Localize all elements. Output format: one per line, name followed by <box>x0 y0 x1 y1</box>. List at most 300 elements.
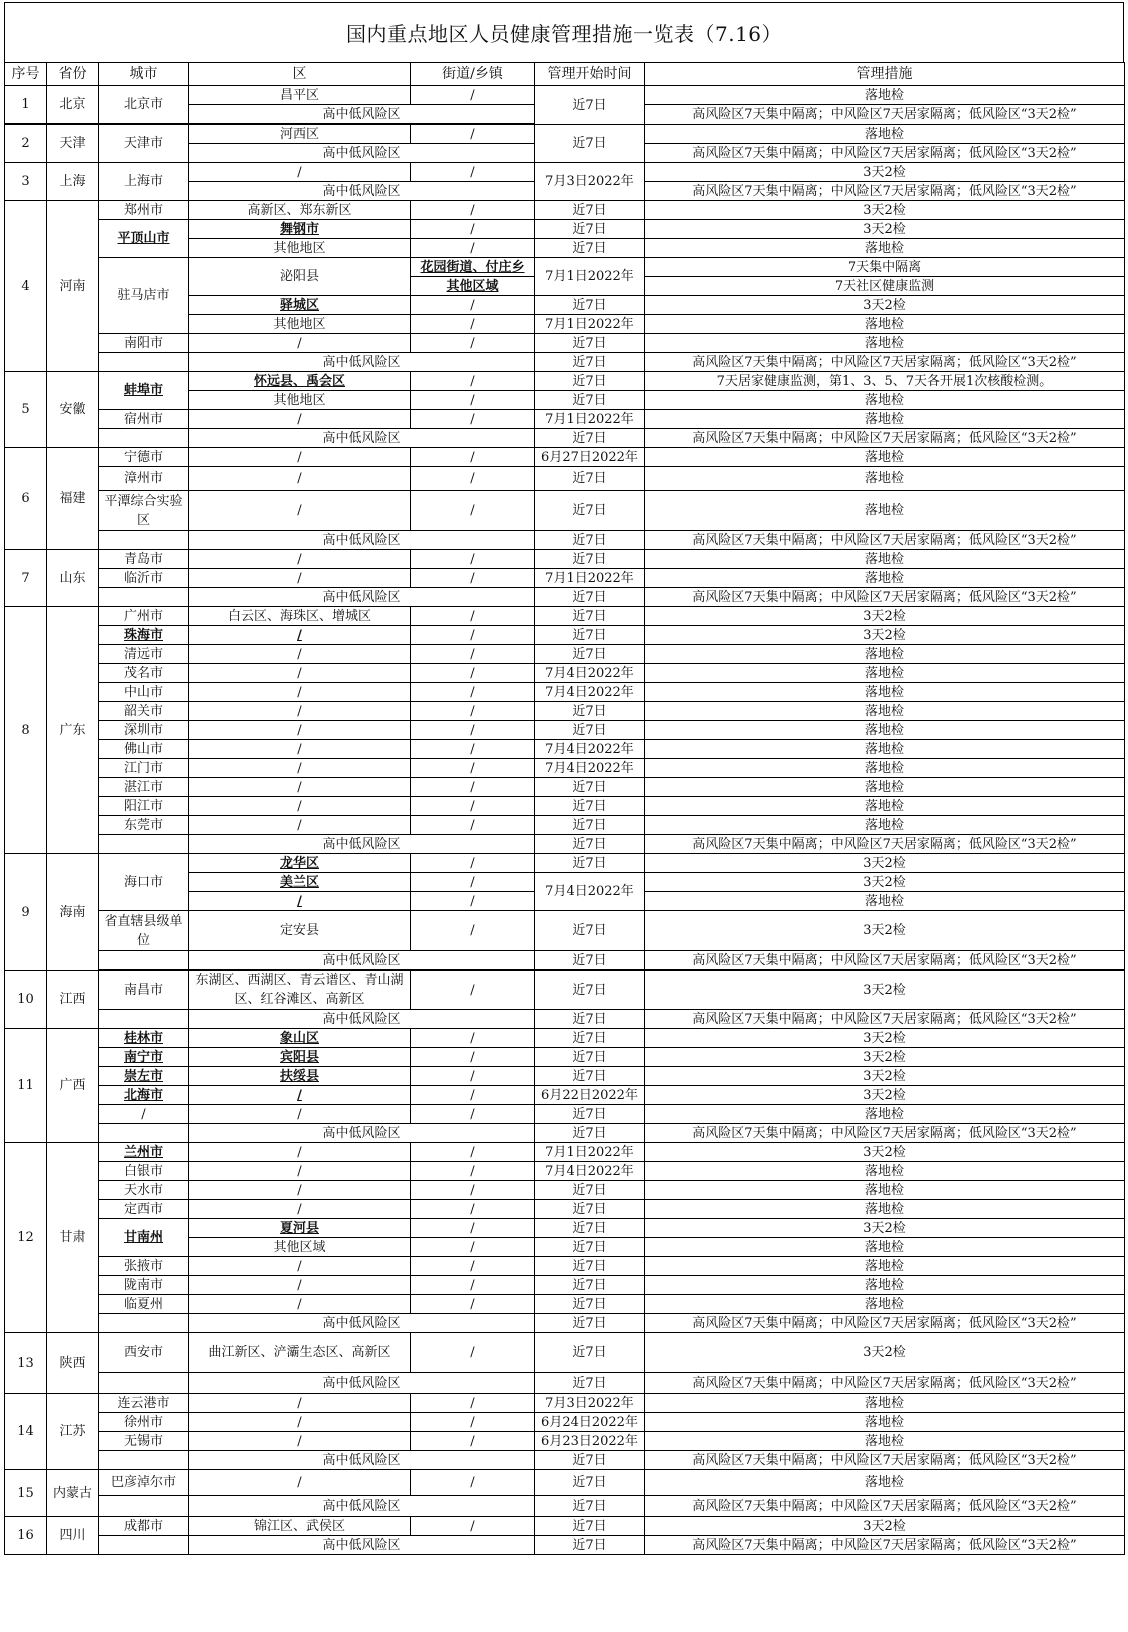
time-cell: 近7日 <box>535 1373 645 1394</box>
city-cell: 驻马店市 <box>99 258 189 334</box>
header-street: 街道/乡镇 <box>411 63 535 86</box>
city-cell: 佛山市 <box>99 740 189 759</box>
header-province: 省份 <box>47 63 99 86</box>
row-no: 8 <box>5 607 47 854</box>
district-cell: / <box>189 1105 411 1124</box>
page-title: 国内重点地区人员健康管理措施一览表（7.16） <box>4 2 1124 62</box>
measure-cell: 落地检 <box>645 1432 1125 1451</box>
time-cell: 7月3日2022年 <box>535 163 645 201</box>
measure-cell: 高风险区7天集中隔离；中风险区7天居家隔离；低风险区“3天2检” <box>645 105 1125 125</box>
time-cell: 近7日 <box>535 1048 645 1067</box>
district-cell: 高中低风险区 <box>189 105 535 124</box>
district-cell: 高中低风险区 <box>189 353 535 372</box>
measure-cell: 3天2检 <box>645 607 1125 626</box>
time-cell: 近7日 <box>535 531 645 550</box>
measure-cell: 落地检 <box>645 683 1125 702</box>
street-cell: / <box>411 239 535 258</box>
city-cell: 茂名市 <box>99 664 189 683</box>
table-row <box>5 607 1125 626</box>
row-no: 15 <box>5 1470 47 1517</box>
district-cell: / <box>189 664 411 683</box>
table-row <box>5 429 1125 448</box>
table-row <box>5 1413 1125 1432</box>
district-cell: / <box>189 1432 411 1451</box>
city-cell <box>99 1314 189 1333</box>
street-cell: / <box>411 626 535 645</box>
measure-cell: 落地检 <box>645 702 1125 721</box>
district-cell: 其他区域 <box>189 1238 411 1257</box>
time-cell: 7月4日2022年 <box>535 1162 645 1181</box>
city-cell: 甘南州 <box>99 1219 189 1257</box>
table-row <box>5 1219 1125 1238</box>
table-row <box>5 702 1125 721</box>
time-cell: 近7日 <box>535 201 645 220</box>
district-cell: / <box>189 1200 411 1219</box>
district-cell: / <box>189 721 411 740</box>
district-cell: 锦江区、武侯区 <box>189 1517 411 1536</box>
street-cell: / <box>411 1162 535 1181</box>
district-cell: 高中低风险区 <box>189 1314 535 1333</box>
table-row <box>5 683 1125 702</box>
table-row <box>5 1536 1125 1555</box>
city-cell: 湛江市 <box>99 778 189 797</box>
district-cell: / <box>189 816 411 835</box>
table-row <box>5 1496 1125 1517</box>
district-cell: 白云区、海珠区、增城区 <box>189 607 411 626</box>
measure-cell: 落地检 <box>645 569 1125 588</box>
street-cell: / <box>411 1394 535 1413</box>
measure-cell: 落地检 <box>645 86 1125 105</box>
city-cell <box>99 1496 189 1517</box>
street-cell: / <box>411 607 535 626</box>
city-cell: 韶关市 <box>99 702 189 721</box>
city-cell: 巴彦淖尔市 <box>99 1470 189 1496</box>
time-cell: 7月4日2022年 <box>535 873 645 911</box>
street-cell: / <box>411 683 535 702</box>
time-cell: 近7日 <box>535 1276 645 1295</box>
district-cell: 高中低风险区 <box>189 835 535 854</box>
header-measure: 管理措施 <box>645 63 1125 86</box>
street-cell: / <box>411 892 535 911</box>
time-cell: 近7日 <box>535 1105 645 1124</box>
street-cell: / <box>411 911 535 951</box>
city-cell: 平顶山市 <box>99 220 189 258</box>
time-cell: 近7日 <box>535 1536 645 1555</box>
street-cell: / <box>411 491 535 531</box>
district-cell: / <box>189 702 411 721</box>
district-cell: 龙华区 <box>189 854 411 873</box>
city-cell <box>99 353 189 372</box>
time-cell: 6月27日2022年 <box>535 448 645 467</box>
row-no: 10 <box>5 971 47 1029</box>
city-cell: 珠海市 <box>99 626 189 645</box>
district-cell: 高中低风险区 <box>189 1536 535 1555</box>
table-row <box>5 1010 1125 1029</box>
table-header-row <box>5 63 1125 86</box>
district-cell: / <box>189 1276 411 1295</box>
street-cell: / <box>411 1257 535 1276</box>
district-cell: 高中低风险区 <box>189 951 535 970</box>
district-cell: 宾阳县 <box>189 1048 411 1067</box>
city-cell: 西安市 <box>99 1333 189 1373</box>
measure-cell: 落地检 <box>645 239 1125 258</box>
table-row <box>5 531 1125 550</box>
time-cell: 7月1日2022年 <box>535 410 645 429</box>
measure-cell: 高风险区7天集中隔离；中风险区7天居家隔离；低风险区“3天2检” <box>645 835 1125 854</box>
time-cell: 近7日 <box>535 1517 645 1536</box>
street-cell: / <box>411 778 535 797</box>
district-cell: 高中低风险区 <box>189 1124 535 1143</box>
table-row <box>5 220 1125 239</box>
row-no: 9 <box>5 854 47 971</box>
city-cell: 天津市 <box>99 125 189 163</box>
street-cell: / <box>411 1105 535 1124</box>
row-no: 13 <box>5 1333 47 1394</box>
measure-cell: 落地检 <box>645 125 1125 144</box>
province-cell: 北京 <box>47 86 99 124</box>
street-cell: / <box>411 569 535 588</box>
table-row <box>5 797 1125 816</box>
district-cell: / <box>189 550 411 569</box>
city-cell: 南宁市 <box>99 1048 189 1067</box>
measure-cell: 落地检 <box>645 410 1125 429</box>
measure-cell: 落地检 <box>645 1470 1125 1496</box>
district-cell: 高中低风险区 <box>189 531 535 550</box>
district-cell: 高中低风险区 <box>189 1010 535 1029</box>
table-row <box>5 721 1125 740</box>
street-cell: / <box>411 125 535 144</box>
district-cell: / <box>189 740 411 759</box>
measure-cell: 7天社区健康监测 <box>645 277 1125 296</box>
table-row <box>5 626 1125 645</box>
table-row <box>5 588 1125 607</box>
street-cell: / <box>411 1143 535 1162</box>
measure-cell: 3天2检 <box>645 1048 1125 1067</box>
measure-cell: 高风险区7天集中隔离；中风险区7天居家隔离；低风险区“3天2检” <box>645 1124 1125 1143</box>
measure-cell: 落地检 <box>645 1394 1125 1413</box>
table-row <box>5 448 1125 467</box>
city-cell: 兰州市 <box>99 1143 189 1162</box>
time-cell: 近7日 <box>535 1067 645 1086</box>
city-cell: 漳州市 <box>99 467 189 491</box>
measure-cell: 落地检 <box>645 1200 1125 1219</box>
city-cell <box>99 1451 189 1470</box>
city-cell: 宿州市 <box>99 410 189 429</box>
city-cell: 东莞市 <box>99 816 189 835</box>
measure-cell: 落地检 <box>645 1276 1125 1295</box>
table-row <box>5 1295 1125 1314</box>
measure-cell: 3天2检 <box>645 911 1125 951</box>
street-cell: / <box>411 1219 535 1238</box>
measure-cell: 3天2检 <box>645 1086 1125 1105</box>
measure-cell: 落地检 <box>645 797 1125 816</box>
table-row <box>5 1105 1125 1124</box>
header-city: 城市 <box>99 63 189 86</box>
district-cell: 河西区 <box>189 125 411 144</box>
city-cell: 临沂市 <box>99 569 189 588</box>
street-cell: / <box>411 448 535 467</box>
city-cell: 张掖市 <box>99 1257 189 1276</box>
measure-cell: 落地检 <box>645 391 1125 410</box>
province-cell: 广东 <box>47 607 99 854</box>
street-cell: / <box>411 1333 535 1373</box>
measure-cell: 3天2检 <box>645 873 1125 892</box>
row-no: 3 <box>5 163 47 201</box>
row-no: 14 <box>5 1394 47 1470</box>
city-cell: 阳江市 <box>99 797 189 816</box>
time-cell: 近7日 <box>535 1295 645 1314</box>
street-cell: / <box>411 391 535 410</box>
table-row <box>5 911 1125 951</box>
district-cell: 高中低风险区 <box>189 588 535 607</box>
measure-cell: 3天2检 <box>645 201 1125 220</box>
province-cell: 福建 <box>47 448 99 550</box>
measure-cell: 落地检 <box>645 816 1125 835</box>
district-cell: 高中低风险区 <box>189 182 535 201</box>
table-row <box>5 854 1125 873</box>
table-row <box>5 1257 1125 1276</box>
street-cell: / <box>411 1200 535 1219</box>
measure-cell: 高风险区7天集中隔离；中风险区7天居家隔离；低风险区“3天2检” <box>645 1451 1125 1470</box>
measure-cell: 高风险区7天集中隔离；中风险区7天居家隔离；低风险区“3天2检” <box>645 353 1125 372</box>
time-cell: 7月3日2022年 <box>535 1394 645 1413</box>
street-cell: / <box>411 315 535 334</box>
city-cell: 省直辖县级单位 <box>99 911 189 951</box>
street-cell: / <box>411 645 535 664</box>
measure-cell: 高风险区7天集中隔离；中风险区7天居家隔离；低风险区“3天2检” <box>645 429 1125 448</box>
row-no: 6 <box>5 448 47 550</box>
measure-cell: 3天2检 <box>645 1029 1125 1048</box>
district-cell: / <box>189 1394 411 1413</box>
time-cell: 近7日 <box>535 971 645 1010</box>
measure-cell: 落地检 <box>645 467 1125 491</box>
street-cell: / <box>411 740 535 759</box>
time-cell: 近7日 <box>535 125 645 163</box>
table-row <box>5 86 1125 105</box>
street-cell: / <box>411 296 535 315</box>
district-cell: 定安县 <box>189 911 411 951</box>
table-row <box>5 740 1125 759</box>
table-row <box>5 816 1125 835</box>
district-cell: 高新区、郑东新区 <box>189 201 411 220</box>
province-cell: 上海 <box>47 163 99 201</box>
district-cell: 扶绥县 <box>189 1067 411 1086</box>
measure-cell: 3天2检 <box>645 1143 1125 1162</box>
time-cell: 近7日 <box>535 491 645 531</box>
city-cell <box>99 1373 189 1394</box>
city-cell <box>99 1536 189 1555</box>
measure-cell: 落地检 <box>645 1295 1125 1314</box>
measure-cell: 3天2检 <box>645 1219 1125 1238</box>
district-cell: / <box>189 1257 411 1276</box>
city-cell: 南昌市 <box>99 971 189 1010</box>
table-row <box>5 1276 1125 1295</box>
district-cell: / <box>189 892 411 911</box>
time-cell: 近7日 <box>535 911 645 951</box>
province-cell: 河南 <box>47 201 99 372</box>
district-cell: 高中低风险区 <box>189 144 535 163</box>
header-no: 序号 <box>5 63 47 86</box>
street-cell: / <box>411 721 535 740</box>
measure-cell: 3天2检 <box>645 296 1125 315</box>
table-row <box>5 258 1125 277</box>
time-cell: 近7日 <box>535 334 645 353</box>
row-no: 16 <box>5 1517 47 1555</box>
table-row <box>5 759 1125 778</box>
district-cell: 高中低风险区 <box>189 1496 535 1517</box>
measure-cell: 落地检 <box>645 759 1125 778</box>
district-cell: / <box>189 645 411 664</box>
measure-cell: 高风险区7天集中隔离；中风险区7天居家隔离；低风险区“3天2检” <box>645 1536 1125 1555</box>
table-row <box>5 1373 1125 1394</box>
street-cell: / <box>411 854 535 873</box>
table-row <box>5 1029 1125 1048</box>
district-cell: / <box>189 797 411 816</box>
city-cell <box>99 1010 189 1029</box>
measure-cell: 高风险区7天集中隔离；中风险区7天居家隔离；低风险区“3天2检” <box>645 1496 1125 1517</box>
province-cell: 江苏 <box>47 1394 99 1470</box>
city-cell: 海口市 <box>99 854 189 911</box>
time-cell: 近7日 <box>535 816 645 835</box>
province-cell: 广西 <box>47 1029 99 1143</box>
city-cell: 桂林市 <box>99 1029 189 1048</box>
city-cell: 北海市 <box>99 1086 189 1105</box>
measure-cell: 落地检 <box>645 334 1125 353</box>
table-row <box>5 645 1125 664</box>
street-cell: / <box>411 1295 535 1314</box>
district-cell: 怀远县、禹会区 <box>189 372 411 391</box>
street-cell: / <box>411 1181 535 1200</box>
table-row <box>5 1394 1125 1413</box>
measure-cell: 3天2检 <box>645 854 1125 873</box>
district-cell: 高中低风险区 <box>189 1373 535 1394</box>
row-no: 7 <box>5 550 47 607</box>
time-cell: 近7日 <box>535 1124 645 1143</box>
table-row <box>5 1067 1125 1086</box>
city-cell: 崇左市 <box>99 1067 189 1086</box>
time-cell: 7月4日2022年 <box>535 740 645 759</box>
city-cell <box>99 588 189 607</box>
measure-cell: 高风险区7天集中隔离；中风险区7天居家隔离；低风险区“3天2检” <box>645 1373 1125 1394</box>
district-cell: 驿城区 <box>189 296 411 315</box>
time-cell: 7月1日2022年 <box>535 315 645 334</box>
measure-cell: 落地检 <box>645 1413 1125 1432</box>
street-cell: / <box>411 1276 535 1295</box>
table-row <box>5 163 1125 182</box>
street-cell: / <box>411 816 535 835</box>
measure-cell: 落地检 <box>645 778 1125 797</box>
district-cell: 其他地区 <box>189 315 411 334</box>
measure-cell: 落地检 <box>645 448 1125 467</box>
table-row <box>5 951 1125 970</box>
time-cell: 近7日 <box>535 429 645 448</box>
district-cell: / <box>189 467 411 491</box>
table-row <box>5 201 1125 220</box>
district-cell: / <box>189 491 411 531</box>
time-cell: 近7日 <box>535 854 645 873</box>
street-cell: / <box>411 664 535 683</box>
street-cell: / <box>411 410 535 429</box>
time-cell: 6月22日2022年 <box>535 1086 645 1105</box>
street-cell: 花园街道、付庄乡 <box>411 258 535 277</box>
table-row <box>5 1200 1125 1219</box>
row-no: 2 <box>5 125 47 163</box>
table-row <box>5 1517 1125 1536</box>
document-sheet <box>4 2 1124 1555</box>
time-cell: 近7日 <box>535 1496 645 1517</box>
table-row <box>5 1143 1125 1162</box>
time-cell: 近7日 <box>535 1314 645 1333</box>
district-cell: 昌平区 <box>189 86 411 105</box>
province-cell: 山东 <box>47 550 99 607</box>
district-cell: 泌阳县 <box>189 258 411 296</box>
city-cell: 青岛市 <box>99 550 189 569</box>
guangdong-group <box>5 607 1125 854</box>
city-cell: 江门市 <box>99 759 189 778</box>
measure-cell: 落地检 <box>645 721 1125 740</box>
time-cell: 近7日 <box>535 86 645 125</box>
city-cell: 临夏州 <box>99 1295 189 1314</box>
measure-cell: 高风险区7天集中隔离；中风险区7天居家隔离；低风险区“3天2检” <box>645 182 1125 201</box>
time-cell: 近7日 <box>535 721 645 740</box>
city-cell: 无锡市 <box>99 1432 189 1451</box>
street-cell: 其他区域 <box>411 277 535 296</box>
measure-cell: 3天2检 <box>645 163 1125 182</box>
measure-cell: 落地检 <box>645 315 1125 334</box>
time-cell: 6月24日2022年 <box>535 1413 645 1432</box>
time-cell: 近7日 <box>535 372 645 391</box>
province-cell: 江西 <box>47 971 99 1029</box>
time-cell: 近7日 <box>535 239 645 258</box>
time-cell: 近7日 <box>535 391 645 410</box>
district-cell: 舞钢市 <box>189 220 411 239</box>
street-cell: / <box>411 1238 535 1257</box>
measure-cell: 3天2检 <box>645 1517 1125 1536</box>
measure-cell: 落地检 <box>645 550 1125 569</box>
table-row <box>5 778 1125 797</box>
city-cell: 宁德市 <box>99 448 189 467</box>
measure-cell: 7天集中隔离 <box>645 258 1125 277</box>
street-cell: / <box>411 372 535 391</box>
time-cell: 近7日 <box>535 607 645 626</box>
header-district: 区 <box>189 63 411 86</box>
district-cell: / <box>189 683 411 702</box>
table-row <box>5 1086 1125 1105</box>
province-cell: 甘肃 <box>47 1143 99 1333</box>
table-row <box>5 1451 1125 1470</box>
city-cell: 定西市 <box>99 1200 189 1219</box>
table-row <box>5 491 1125 531</box>
district-cell: / <box>189 1181 411 1200</box>
city-cell: 深圳市 <box>99 721 189 740</box>
city-cell <box>99 1124 189 1143</box>
city-cell: 郑州市 <box>99 201 189 220</box>
time-cell: 近7日 <box>535 1029 645 1048</box>
time-cell: 近7日 <box>535 1200 645 1219</box>
measure-cell: 落地检 <box>645 1257 1125 1276</box>
street-cell: / <box>411 797 535 816</box>
district-cell: / <box>189 569 411 588</box>
street-cell: / <box>411 220 535 239</box>
time-cell: 7月4日2022年 <box>535 683 645 702</box>
time-cell: 近7日 <box>535 467 645 491</box>
table-row <box>5 550 1125 569</box>
row-no: 5 <box>5 372 47 448</box>
district-cell: / <box>189 759 411 778</box>
time-cell: 近7日 <box>535 778 645 797</box>
city-cell: 广州市 <box>99 607 189 626</box>
measure-cell: 落地检 <box>645 1181 1125 1200</box>
